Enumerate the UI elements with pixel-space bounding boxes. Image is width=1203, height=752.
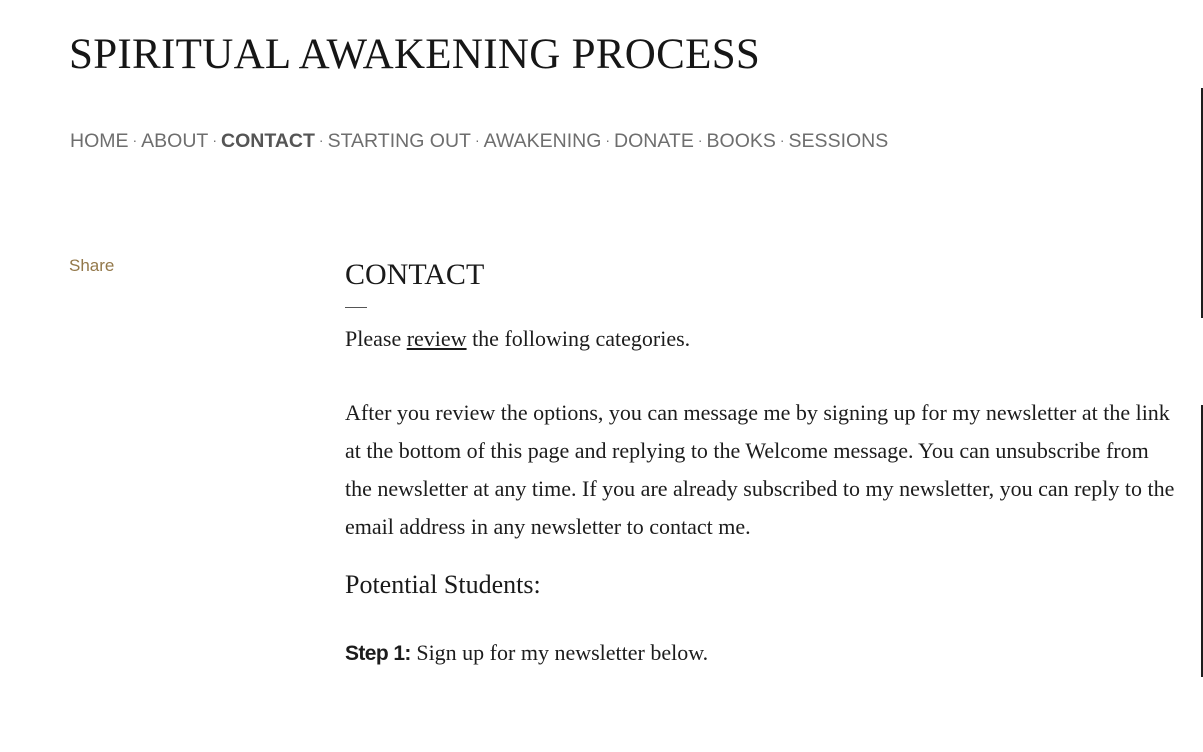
nav-separator: ·: [697, 132, 703, 148]
nav-item-donate[interactable]: DONATE: [614, 130, 694, 152]
step-1-text: Sign up for my newsletter below.: [410, 640, 709, 665]
intro-paragraph: [345, 320, 1175, 358]
nav-item-about[interactable]: ABOUT: [141, 130, 209, 152]
main-nav: [70, 130, 888, 153]
step-1-item: [345, 634, 1175, 673]
nav-item-books[interactable]: BOOKS: [706, 130, 776, 152]
nav-separator: ·: [212, 132, 218, 148]
nav-separator: ·: [474, 132, 480, 148]
heading-divider: [345, 307, 367, 308]
nav-item-starting-out[interactable]: STARTING OUT: [327, 130, 471, 152]
nav-item-contact[interactable]: CONTACT: [221, 130, 315, 152]
nav-separator: ·: [318, 132, 324, 148]
contact-instructions-paragraph: After you review the options, you can message me by signing up for my newsletter at the link at the bottom of this page and replying to the Welcome message. You can unsubscribe from the newsletter at any time. If you are already subscribed to my newsletter, you can reply to the email address in any newsletter to contact me.: [345, 400, 1175, 539]
nav-item-sessions[interactable]: SESSIONS: [788, 130, 889, 152]
intro-text-after: the following categories.: [466, 326, 691, 351]
review-link[interactable]: review: [406, 326, 467, 351]
page-heading: CONTACT: [345, 258, 485, 291]
nav-separator: ·: [779, 132, 785, 148]
share-link[interactable]: Share: [69, 256, 115, 275]
main-content: [345, 255, 1175, 673]
nav-item-home[interactable]: HOME: [70, 130, 129, 152]
nav-separator: ·: [605, 132, 611, 148]
nav-item-awakening[interactable]: AWAKENING: [483, 130, 602, 152]
nav-separator: ·: [132, 132, 138, 148]
intro-text-before: Please: [345, 326, 407, 351]
section-heading-potential-students: Potential Students:: [345, 570, 541, 599]
site-title[interactable]: SPIRITUAL AWAKENING PROCESS: [69, 31, 761, 78]
step-1-label: Step 1:: [345, 642, 411, 665]
